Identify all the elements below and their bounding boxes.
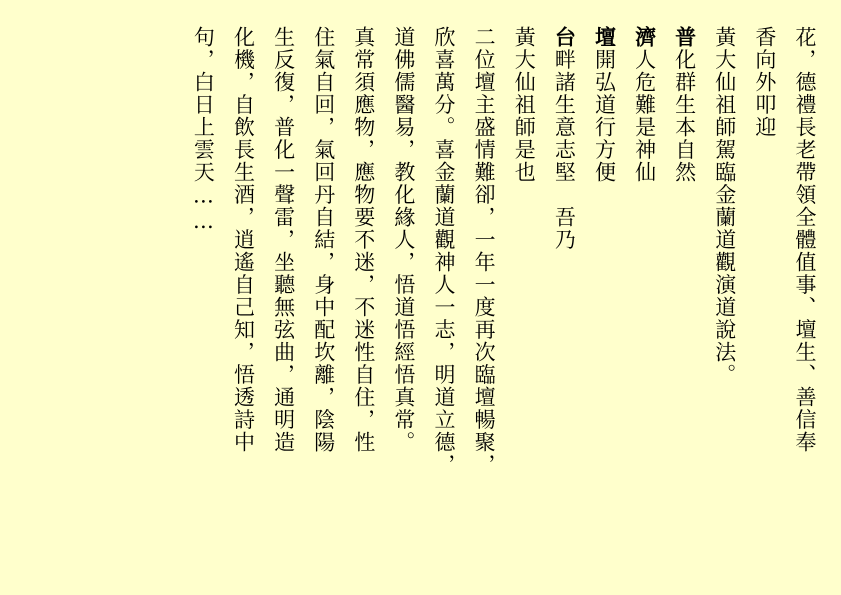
column-lead-character: 台 (552, 26, 578, 49)
column-text: 人危難是神仙 (632, 48, 657, 184)
column-text: 花，德禮長老帶領全體值事、壇生、善信奉 (793, 26, 817, 454)
text-column (386, 26, 422, 566)
column-text: 住氣自回，氣回丹自結，身中配坎離，陰陽 (311, 26, 336, 454)
text-column (466, 26, 502, 566)
column-text: 生反復，普化一聲雷，坐聽無弦曲，通明造 (271, 26, 296, 454)
column-text: 二位壇主盛情難卻，一年一度再次臨壇暢聚， (472, 26, 497, 476)
text-column (185, 26, 221, 566)
column-lead-character: 濟 (632, 26, 658, 49)
column-text: 欣喜萬分。喜金蘭道觀神人一志，明道立德， (432, 26, 457, 476)
text-column (265, 26, 301, 566)
text-column (426, 26, 462, 566)
text-column (707, 26, 743, 566)
text-column (586, 26, 622, 566)
column-text: 句，白日上雲天…… (191, 26, 216, 235)
text-column (787, 26, 823, 566)
column-text: 畔諸生意志堅 吾乃 (552, 48, 577, 251)
column-text: 道佛儒醫易，教化緣人，悟道悟經悟真常。 (391, 26, 416, 454)
column-text: 真常須應物，應物要不迷，不迷性自住，性 (351, 26, 376, 454)
text-column (506, 26, 542, 566)
column-text: 開弘道行方便 (592, 48, 617, 184)
text-column (546, 26, 582, 566)
column-lead-character: 壇 (592, 26, 618, 49)
text-column (626, 26, 662, 566)
column-text: 黃大仙祖師是也 (512, 26, 537, 184)
text-column (346, 26, 382, 566)
text-column (306, 26, 342, 566)
column-text: 化群生本自然 (672, 48, 697, 184)
column-lead-character: 普 (672, 26, 698, 49)
text-column (225, 26, 261, 566)
column-text: 香向外叩迎 (752, 26, 777, 139)
text-column (667, 26, 703, 566)
column-text: 黃大仙祖師駕臨金蘭道觀演道說法。 (712, 26, 737, 386)
text-column (747, 26, 783, 566)
column-text: 化機，自飲長生酒，逍遙自己知，悟透詩中 (231, 26, 256, 454)
vertical-text-body (181, 26, 823, 566)
